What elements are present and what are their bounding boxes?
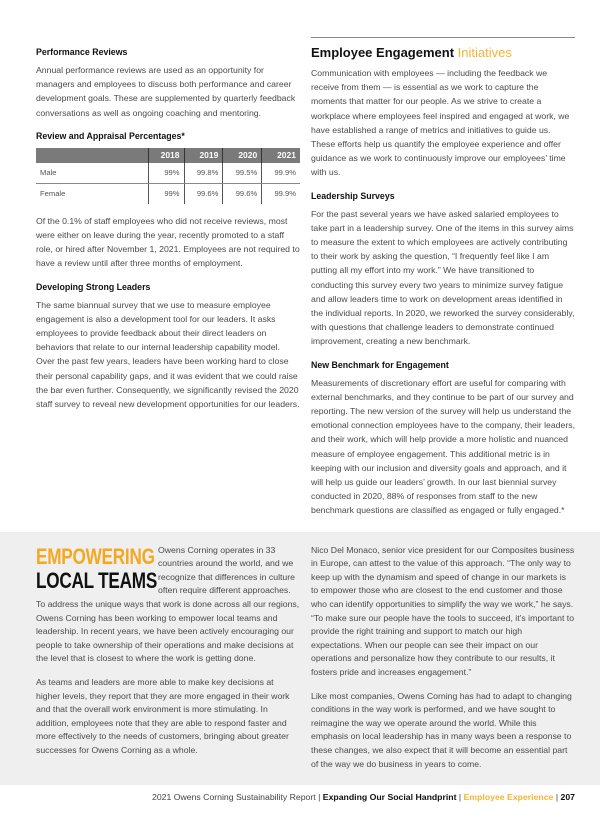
feature-quote-text: Nico Del Monaco, senior vice president for our Composites business in Europe, can attest to the value of this approach. “The only way to keep up with the dynamism and speed of change in our markets is to empower those who are closest to the end customer and those who can identify opportunities to simplify the way we work,” he says. “To make sure our people have the tools to succeed, it’s important to provide the right training and support to match our high expectations. When our people can see their impact on our operations and personalize how they contribute to our results, it fosters pride and increases engagement.” — [311, 544, 575, 678]
table-header-cell: 2019 — [184, 148, 223, 163]
right-column — [311, 37, 575, 518]
engagement-initiatives-title — [311, 45, 575, 61]
table-cell: 99.8% — [184, 163, 223, 184]
feature-title-line1: EMPOWERING — [36, 543, 155, 569]
feature-left-column — [36, 544, 300, 772]
engagement-intro-text: Communication with employees — including the feedback we receive from them — is essential as we work to capture the moments that matter for our people. As we strive to create a workplace where employees feel inspired and engaged at work, we have established a range of metrics and initiatives to guide us. These efforts help us quantify the employee experience and offer guidance as we work to continuously improve our employees’ time with us. — [311, 68, 570, 178]
table-header-cell: 2018 — [149, 148, 185, 163]
non-review-footnote-text: Of the 0.1% of staff employees who did not receive reviews, most were either on leave during the year, recently promoted to a staff role, or hired after November 1, 2021. Employees are not required to have a review until after three months of employment. — [36, 215, 300, 269]
new-benchmark-heading: New Benchmark for Engagement — [311, 359, 449, 370]
table-cell: 99.6% — [223, 183, 262, 204]
performance-reviews-text: Annual performance reviews are used as an opportunity for managers and employees to discuss both performance and career development goals. These are supplemented by quarterly feedback conversations as well as ongoing coaching and mentoring. — [36, 65, 296, 118]
footer-subsection-link[interactable]: Employee Experience — [463, 792, 554, 803]
table-row — [36, 163, 300, 184]
performance-reviews-heading: Performance Reviews — [36, 47, 128, 57]
table-row — [36, 183, 300, 204]
footer-section-link[interactable]: Expanding Our Social Handprint — [322, 792, 457, 803]
table-header-cell: 2021 — [262, 148, 300, 163]
footer-separator: | — [456, 792, 464, 803]
feature-para4-text: Like most companies, Owens Corning has had to adapt to changing conditions in the way work is performed, and we have sought to reimagine the way we operate around the world. While this emphasis on local leadership has in many ways been a response to these changes, we also expect that it will become an essential part of the way we do business in years to come. — [311, 690, 572, 769]
feature-title-line2: LOCAL TEAMS — [36, 567, 158, 593]
new-benchmark-text: Measurements of discretionary effort are useful for comparing with external benchmarks, and they continue to be part of our survey and reporting. The new version of the survey will help us understand the emotional connection employees have to the company, their leaders, and their work, which will help provide a more holistic and nuanced measure of employee engagement. This additional metric is in keeping with our inclusion and diversity goals and approach, and it will help us guide our leaders’ growth. In our last biennial survey conducted in 2020, 88% of responses from staff to the new benchmark questions are classified as engaged or fully engaged.* — [311, 377, 575, 516]
feature-right-column — [311, 544, 575, 772]
table-cell: 99.9% — [262, 163, 300, 184]
table-header-cell — [36, 148, 149, 163]
title-main: Employee Engagement — [311, 45, 458, 60]
title-accent: Initiatives — [457, 45, 512, 60]
table-cell: 99% — [149, 163, 185, 184]
left-column — [36, 37, 300, 518]
developing-leaders-text: The same biannual survey that we use to measure employee engagement is also a development tool for our leaders. It asks employees to provide feedback about their direct leaders on behaviors that relate to our internal leadership capability model. Over the past few years, leaders have been working hard to close their personal capability gaps, and it was evident that we could raise the bar even further. Consequently, we significantly revised the 2020 staff survey to reveal new development opportunities for our leaders. — [36, 299, 300, 410]
table-cell: 99.5% — [223, 163, 262, 184]
leadership-surveys-heading: Leadership Surveys — [311, 190, 395, 201]
table-cell: 99.9% — [262, 183, 300, 204]
table-cell: Female — [40, 189, 66, 199]
developing-leaders-heading: Developing Strong Leaders — [36, 281, 151, 292]
table-cell: 99% — [149, 183, 185, 204]
table-header-row — [36, 148, 300, 163]
section-divider — [311, 37, 575, 38]
table-header-cell: 2020 — [223, 148, 262, 163]
footer-separator: | — [553, 792, 561, 803]
table-cell: 99.6% — [184, 183, 223, 204]
feature-para1-text: approaches. To address the unique ways that work is done across all our regions, Owens Corning has been working to empower local teams and leadership. In recent years, we have been actively encouraging our people to take ownership of their operations and make decisions at the level that is closest to where the work is getting done. — [36, 585, 300, 664]
page-number: 207 — [560, 792, 575, 803]
review-table-heading: Review and Appraisal Percentages* — [36, 130, 185, 141]
footer-report: 2021 Owens Corning Sustainability Report | — [151, 792, 323, 803]
page-footer — [0, 785, 600, 813]
feature-title — [36, 543, 158, 595]
feature-box — [0, 532, 600, 786]
feature-intro-lead: Owens Corning operates in 33 countries around the world, and we recognize that differences in culture often require different — [158, 544, 295, 596]
table-cell: Male — [36, 163, 149, 184]
review-appraisal-table — [36, 148, 300, 204]
leadership-surveys-text: For the past several years we have asked salaried employees to take part in a leadership survey. One of the items in this survey aims to measure the extent to which employees are actively contributing to their work by asking the question, “I frequently feel like I am putting all my effort into my work.” We have transitioned to conducting this survey every two years to minimize survey fatigue and allow leaders time to work on development areas identified in the individual reports. In 2020, we reworked the survey considerably, with questions that challenge leaders to demonstrate continued improvement, creating a new benchmark. — [311, 208, 575, 347]
feature-para2-text: As teams and leaders are more able to make key decisions at higher levels, they report that they are more engaged in their work and that the overall work environment is more stimulating. In addition, employees note that they are able to respond faster and more effectively to the needs of customers, bringing about greater successes for Owens Corning as a whole. — [36, 677, 290, 755]
